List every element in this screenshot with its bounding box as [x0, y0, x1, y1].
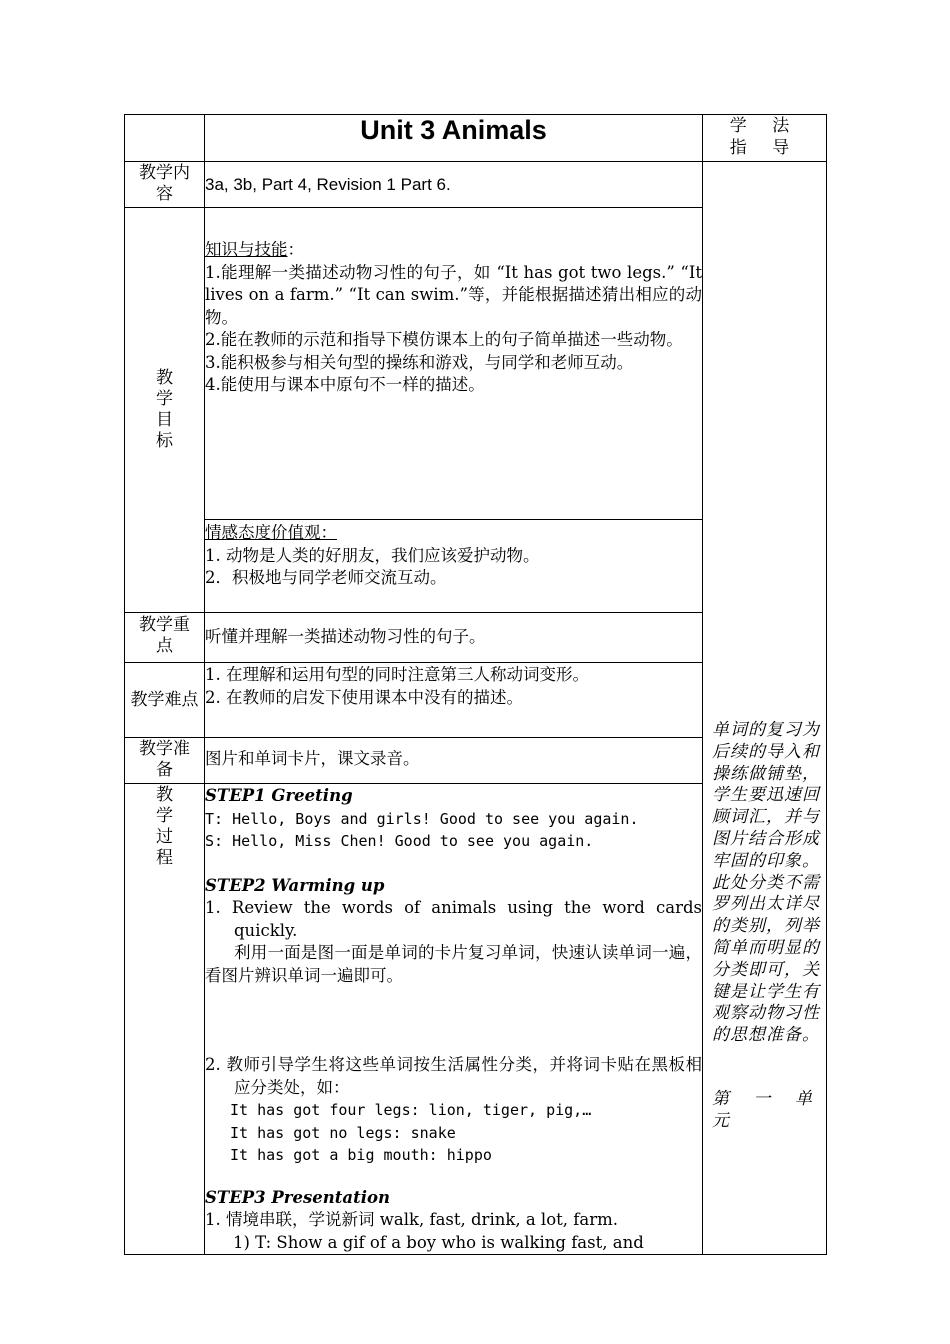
content-text: 3a, 3b, Part 4, Revision 1 Part 6. — [205, 162, 703, 208]
difficulty-label: 教学难点 — [125, 663, 205, 738]
content-row — [125, 162, 827, 208]
prep-label: 教学准备 — [125, 738, 205, 784]
step1-title: STEP1 Greeting — [205, 786, 353, 805]
guide-note-1: 单词的复习为后续的导入和操练做铺垫，学生要迅速回顾词汇，并与图片结合形成牢固的印象。 — [712, 720, 820, 871]
content-label: 教学内容 — [125, 162, 205, 208]
guide-note-3: 第 一 单 元 — [712, 1088, 820, 1131]
attitude-item-1: 1. 动物是人类的好朋友，我们应该爱护动物。 — [205, 545, 540, 565]
difficulty-cell — [205, 663, 703, 738]
header-row — [125, 115, 827, 162]
step2-item-1: 1. Review the words of animals using the word cards quickly. — [205, 898, 702, 940]
step3-title: STEP3 Presentation — [205, 1187, 390, 1207]
guide-header-line-2: 指 导 — [729, 138, 800, 158]
attitude-heading: 情感态度价值观： — [205, 523, 337, 542]
header-blank-cell — [125, 115, 205, 162]
guide-column-header — [703, 115, 827, 162]
knowledge-heading-colon: ： — [287, 240, 304, 259]
objective-item-2: 2.能在教师的示范和指导下模仿课本上的句子简单描述一些动物。 — [205, 330, 683, 349]
guide-note-2: 此处分类不需罗列出太详尽的类别，列举简单而明显的分类即可，关键是让学生有观察动物习性的思想准备。 — [712, 872, 820, 1046]
guide-header-line-1: 学 法 — [729, 116, 800, 136]
lesson-plan-table — [124, 114, 827, 1255]
guide-notes-cell — [703, 162, 827, 1255]
prep-text: 图片和单词卡片，课文录音。 — [205, 738, 703, 784]
knowledge-heading-line — [205, 239, 702, 262]
step2-example-2: It has got no legs: snake — [230, 1123, 456, 1142]
objectives-label: 教学目标 — [125, 208, 205, 613]
objective-item-1: 1.能理解一类描述动物习性的句子，如 “It has got two legs.” “It lives on a farm.” “It can swim.”等，并能根据描述猜出相应的动物。 — [205, 262, 702, 327]
attitude-item-2: 2．积极地与同学老师交流互动。 — [205, 568, 447, 587]
process-cell — [205, 784, 703, 1255]
knowledge-cell — [205, 208, 703, 520]
process-label: 教学过程 — [125, 784, 205, 1255]
step2-item-2: 2. 教师引导学生将这些单词按生活属性分类，并将词卡贴在黑板相应分类处，如： — [205, 1055, 702, 1097]
step2-example-3: It has got a big mouth: hippo — [230, 1146, 492, 1164]
objective-item-4: 4.能使用与课本中原句不一样的描述。 — [205, 375, 485, 394]
step1-teacher-line: T: Hello, Boys and girls! Good to see you again. — [205, 809, 639, 828]
attitude-cell — [205, 520, 703, 613]
step3-item-1-sub: 1) T: Show a gif of a boy who is walking fast, and — [233, 1232, 644, 1252]
difficulty-item-1: 1. 在理解和运用句型的同时注意第三人称动词变形。 — [205, 665, 589, 684]
step1-student-line: S: Hello, Miss Chen! Good to see you again. — [205, 832, 594, 850]
page-title: Unit 3 Animals — [205, 115, 703, 162]
difficulty-item-2: 2. 在教师的启发下使用课本中没有的描述。 — [205, 687, 523, 707]
step2-title: STEP2 Warming up — [205, 875, 385, 895]
step3-item-1: 1. 情境串联，学说新词 walk, fast, drink, a lot, farm. — [205, 1210, 618, 1229]
focus-label: 教学重点 — [125, 613, 205, 663]
step2-item-1-cn: 利用一面是图一面是单词的卡片复习单词，快速认读单词一遍，看图片辨识单词一遍即可。 — [205, 943, 702, 985]
focus-text: 听懂并理解一类描述动物习性的句子。 — [205, 613, 703, 663]
objective-item-3: 3.能积极参与相关句型的操练和游戏，与同学和老师互动。 — [205, 352, 634, 372]
step2-example-1: It has got four legs: lion, tiger, pig,… — [230, 1101, 592, 1119]
knowledge-heading: 知识与技能 — [205, 240, 288, 259]
